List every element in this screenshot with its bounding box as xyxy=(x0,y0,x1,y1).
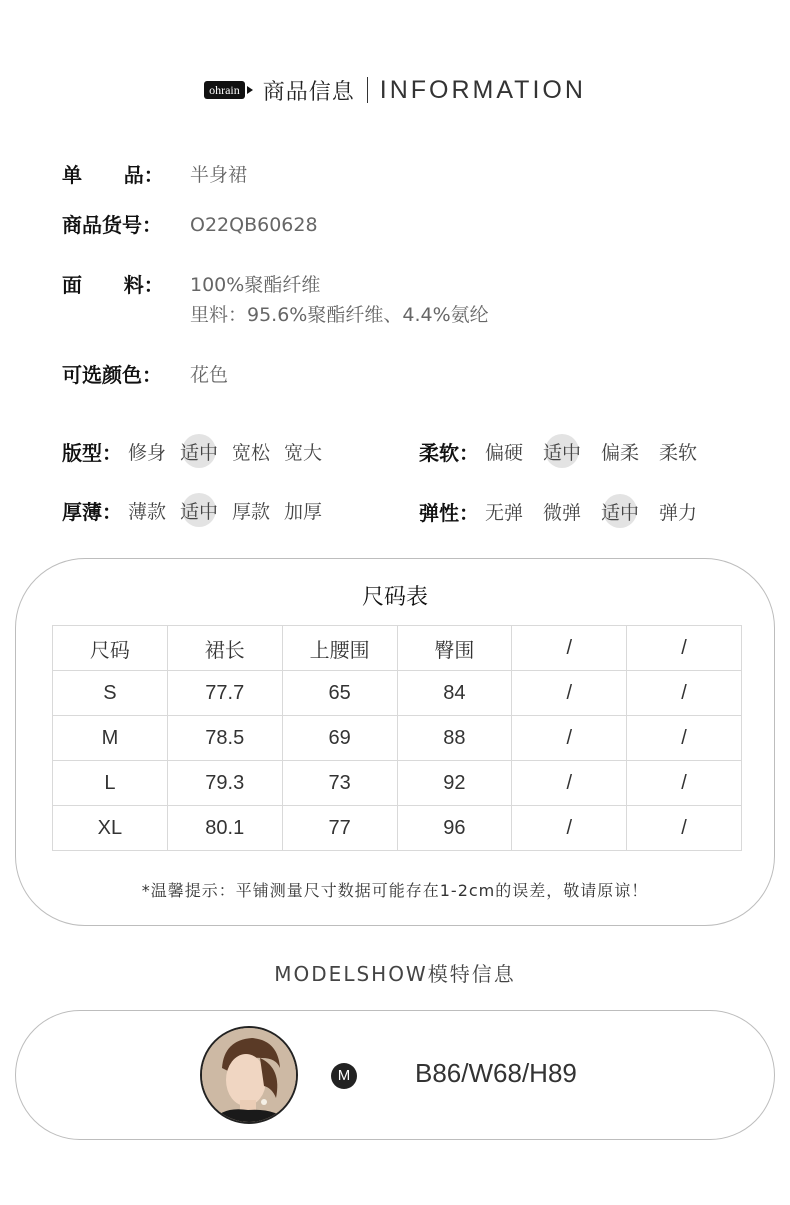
elasticity-label: 弹性： xyxy=(419,500,479,525)
table-header-row xyxy=(53,626,742,671)
elasticity-option: 弹力 xyxy=(659,501,698,524)
table-cell: 84 xyxy=(397,671,512,716)
section-header xyxy=(0,72,790,108)
item-label: 单 品： xyxy=(62,163,164,187)
fit-option-selected: 适中 xyxy=(180,438,218,465)
table-cell: / xyxy=(627,806,742,851)
model-measurements: B86/W68/H89 xyxy=(415,1058,577,1088)
table-cell: / xyxy=(512,671,627,716)
table-row xyxy=(53,806,742,851)
table-cell: 96 xyxy=(397,806,512,851)
table-cell: / xyxy=(627,761,742,806)
elasticity-option: 微弹 xyxy=(543,501,582,524)
table-header-cell: 尺码 xyxy=(53,626,168,671)
sku-value: O22QB60628 xyxy=(190,214,318,236)
table-header-cell: 裙长 xyxy=(167,626,282,671)
elasticity-option: 无弹 xyxy=(485,501,524,524)
table-cell: XL xyxy=(53,806,168,851)
brand-logo xyxy=(204,81,253,99)
color-label: 可选颜色： xyxy=(62,363,162,387)
table-cell: L xyxy=(53,761,168,806)
table-cell: S xyxy=(53,671,168,716)
table-cell: / xyxy=(512,806,627,851)
table-cell: / xyxy=(512,716,627,761)
info-row-item xyxy=(62,160,247,190)
table-cell: / xyxy=(512,761,627,806)
table-cell: 65 xyxy=(282,671,397,716)
sku-label: 商品货号： xyxy=(62,213,162,237)
model-panel xyxy=(15,1010,775,1140)
elasticity-option-selected: 适中 xyxy=(601,498,639,525)
table-cell: 80.1 xyxy=(167,806,282,851)
model-avatar xyxy=(200,1026,298,1124)
table-header-cell: / xyxy=(512,626,627,671)
thickness-option: 加厚 xyxy=(284,500,323,523)
lining-value: 里料：95.6%聚酯纤维、4.4%氨纶 xyxy=(190,304,489,326)
table-cell: 77.7 xyxy=(167,671,282,716)
model-portrait-icon xyxy=(202,1028,296,1122)
table-cell: 77 xyxy=(282,806,397,851)
fit-label: 版型： xyxy=(62,440,122,465)
header-title: 商品信息 xyxy=(262,79,355,105)
color-value: 花色 xyxy=(190,364,229,386)
fit-option: 修身 xyxy=(128,441,167,464)
softness-option-selected: 适中 xyxy=(543,438,581,465)
table-header-cell: / xyxy=(627,626,742,671)
table-cell: 92 xyxy=(397,761,512,806)
info-row-fabric xyxy=(62,270,489,330)
model-size-badge: M xyxy=(331,1063,357,1089)
fabric-value: 100%聚酯纤维 xyxy=(190,274,321,296)
softness-label: 柔软： xyxy=(419,440,479,465)
softness-option: 偏硬 xyxy=(485,441,524,464)
thickness-label: 厚薄： xyxy=(62,499,122,524)
table-cell: / xyxy=(627,716,742,761)
table-cell: 79.3 xyxy=(167,761,282,806)
size-chart-title: 尺码表 xyxy=(361,585,428,610)
table-cell: / xyxy=(627,671,742,716)
item-value: 半身裙 xyxy=(190,164,248,186)
attr-softness xyxy=(419,436,711,466)
info-row-color xyxy=(62,360,228,390)
play-arrow-icon xyxy=(247,86,253,94)
table-cell: 69 xyxy=(282,716,397,761)
table-row xyxy=(53,761,742,806)
softness-option: 偏柔 xyxy=(601,441,640,464)
table-header-cell: 上腰围 xyxy=(282,626,397,671)
thickness-option-selected: 适中 xyxy=(180,497,218,524)
fit-option: 宽松 xyxy=(232,441,271,464)
header-subtitle: INFORMATION xyxy=(379,75,586,104)
thickness-option: 薄款 xyxy=(128,500,167,523)
fit-option: 宽大 xyxy=(284,441,323,464)
attr-thickness xyxy=(62,495,336,525)
table-row xyxy=(53,716,742,761)
softness-option: 柔软 xyxy=(659,441,698,464)
brand-badge: ohrain xyxy=(204,81,245,99)
attr-fit xyxy=(62,436,336,466)
measurement-note: *温馨提示：平铺测量尺寸数据可能存在1-2cm的误差，敬请原谅！ xyxy=(141,881,649,900)
table-cell: M xyxy=(53,716,168,761)
table-cell: 78.5 xyxy=(167,716,282,761)
thickness-option: 厚款 xyxy=(232,500,271,523)
info-row-sku xyxy=(62,210,318,240)
table-header-cell: 臀围 xyxy=(397,626,512,671)
header-divider xyxy=(367,77,368,103)
fabric-label: 面 料： xyxy=(62,273,164,297)
attr-elasticity xyxy=(419,496,711,526)
model-heading: MODELSHOW模特信息 xyxy=(274,962,516,986)
table-row xyxy=(53,671,742,716)
table-cell: 88 xyxy=(397,716,512,761)
table-cell: 73 xyxy=(282,761,397,806)
size-table xyxy=(52,625,742,851)
